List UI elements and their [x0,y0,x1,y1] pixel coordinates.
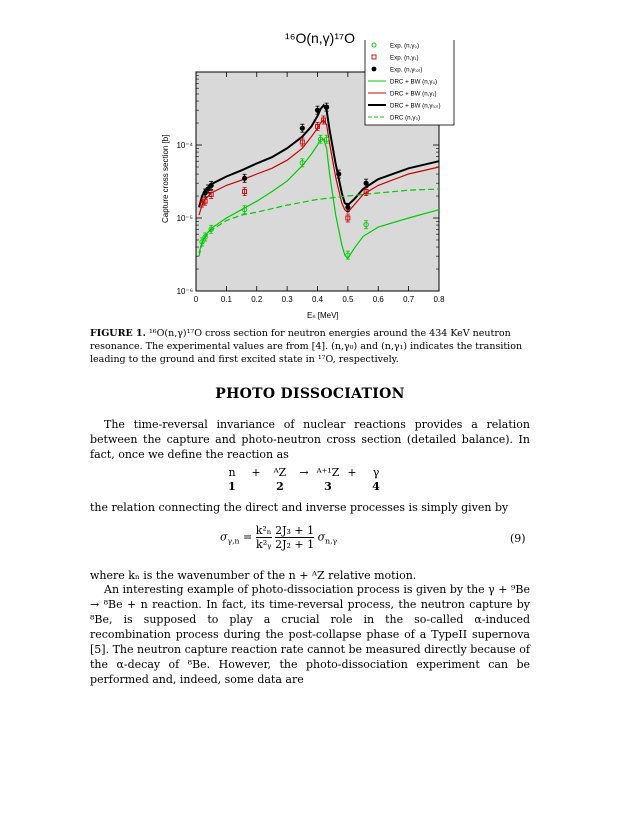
reaction-term: + [251,466,261,479]
data-point [324,105,329,110]
reaction-index: 4 [372,480,380,493]
paragraph: the relation connecting the direct and inverse processes is simply given by [90,501,509,514]
detailed-balance-equation [220,524,420,551]
eq-fraction-j [275,524,314,551]
cross-section-chart [150,40,460,330]
reaction-index [340,480,364,494]
reaction-term: n [228,466,236,479]
paragraph: where kₙ is the wavenumber of the n + ᴬZ relative motion. [90,569,417,582]
reaction-index: 3 [324,480,332,493]
caption-label: FIGURE 1. [90,328,146,339]
eq-rhs-sub: n,γ [325,536,338,546]
figure-caption [90,327,530,366]
data-point [209,183,214,188]
legend-label: DRC (n,γ₀) [390,114,421,122]
reaction-equation [220,466,420,494]
data-point [364,181,369,186]
reaction-index: 2 [276,480,284,493]
paragraph: The time-reversal invariance of nuclear reactions provides a relation between the capture and photo-neutron cross section (detailed balance). In fact, once we define the reaction as [90,418,530,461]
x-tick-label: 0.3 [281,295,293,304]
reaction-bottom-row [220,480,388,494]
reaction-term: γ [372,466,380,479]
legend-marker [372,67,377,72]
reaction-index [244,480,268,494]
x-tick-label: 0 [193,295,199,304]
reaction-term: + [347,466,357,479]
data-point [336,171,341,176]
eq-equals: = [243,530,253,544]
eq-frac1-num: k²ₙ [255,524,272,537]
figure-title: ¹⁶O(n,γ)¹⁷O [285,30,355,46]
reaction-term: → [299,466,309,479]
legend-label: Exp. (n,γ₁) [390,54,419,62]
y-axis-label: Capture cross section [b] [161,134,170,223]
reaction-term: ᴬ⁺¹Z [316,466,340,479]
y-tick-label: 10⁻⁵ [176,214,193,223]
eq-frac2-den: 2J₂ + 1 [275,538,315,551]
x-tick-label: 0.8 [433,295,445,304]
eq-frac1-den: k²ᵧ [256,538,272,551]
eq-rhs: σ [317,530,326,544]
caption-text: ¹⁶O(n,γ)¹⁷O cross section for neutron energies around the 434 KeV neutron resonance. The experimental values are from [4]. (n,γ₀) and (n,γ₁) indicates the transition leading to the ground and first excited state in ¹⁷O, respectively. [90,328,523,365]
data-point [345,205,350,210]
legend-label: DRC + BW (n,γ₁) [390,90,437,98]
x-tick-label: 0.6 [372,295,384,304]
y-tick-label: 10⁻⁶ [176,287,193,296]
data-point [242,176,247,181]
legend-label: DRC + BW (n,γ₀) [390,78,438,86]
x-tick-label: 0.7 [403,295,415,304]
data-point [315,108,320,113]
y-tick-label: 10⁻⁴ [176,141,193,150]
eq-fraction-k [256,524,272,551]
legend-label: Exp. (n,γ₀) [390,42,420,50]
reaction-top-row [220,466,388,480]
legend [365,40,454,125]
x-tick-label: 0.5 [342,295,354,304]
x-tick-label: 0.2 [251,295,263,304]
x-axis-label: Eₙ [MeV] [307,311,339,320]
eq-lhs-sub: γ,n [227,536,240,546]
data-point [300,126,305,131]
section-heading: PHOTO DISSOCIATION [215,386,405,402]
reaction-index [292,480,316,494]
legend-label: Exp. (n,γₜₒₜ) [390,66,423,74]
eq-frac2-num: 2J₃ + 1 [275,524,315,537]
x-tick-label: 0.4 [311,295,324,304]
x-tick-label: 0.1 [220,295,232,304]
eq-lhs: σ [220,530,228,544]
paragraph: An interesting example of photo-dissociation process is given by the γ + ⁹Be → ⁸Be + n reaction. In fact, its time-reversal process, the neutron capture by ⁸Be, is supposed to play a crucial role in the so-called α-induced recombination process during the post-collapse phase of a TypeII supernova [5]. The neutron capture reaction rate cannot be measured directly because of the α-decay of ⁸Be. However, the photo-dissociation experiment can be performed and, indeed, some data are [90,583,530,686]
reaction-term: ᴬZ [273,466,287,479]
legend-label: DRC + BW (n,γₜₒₜ) [390,102,441,110]
equation-number: (9) [510,532,526,545]
reaction-index: 1 [228,480,236,493]
